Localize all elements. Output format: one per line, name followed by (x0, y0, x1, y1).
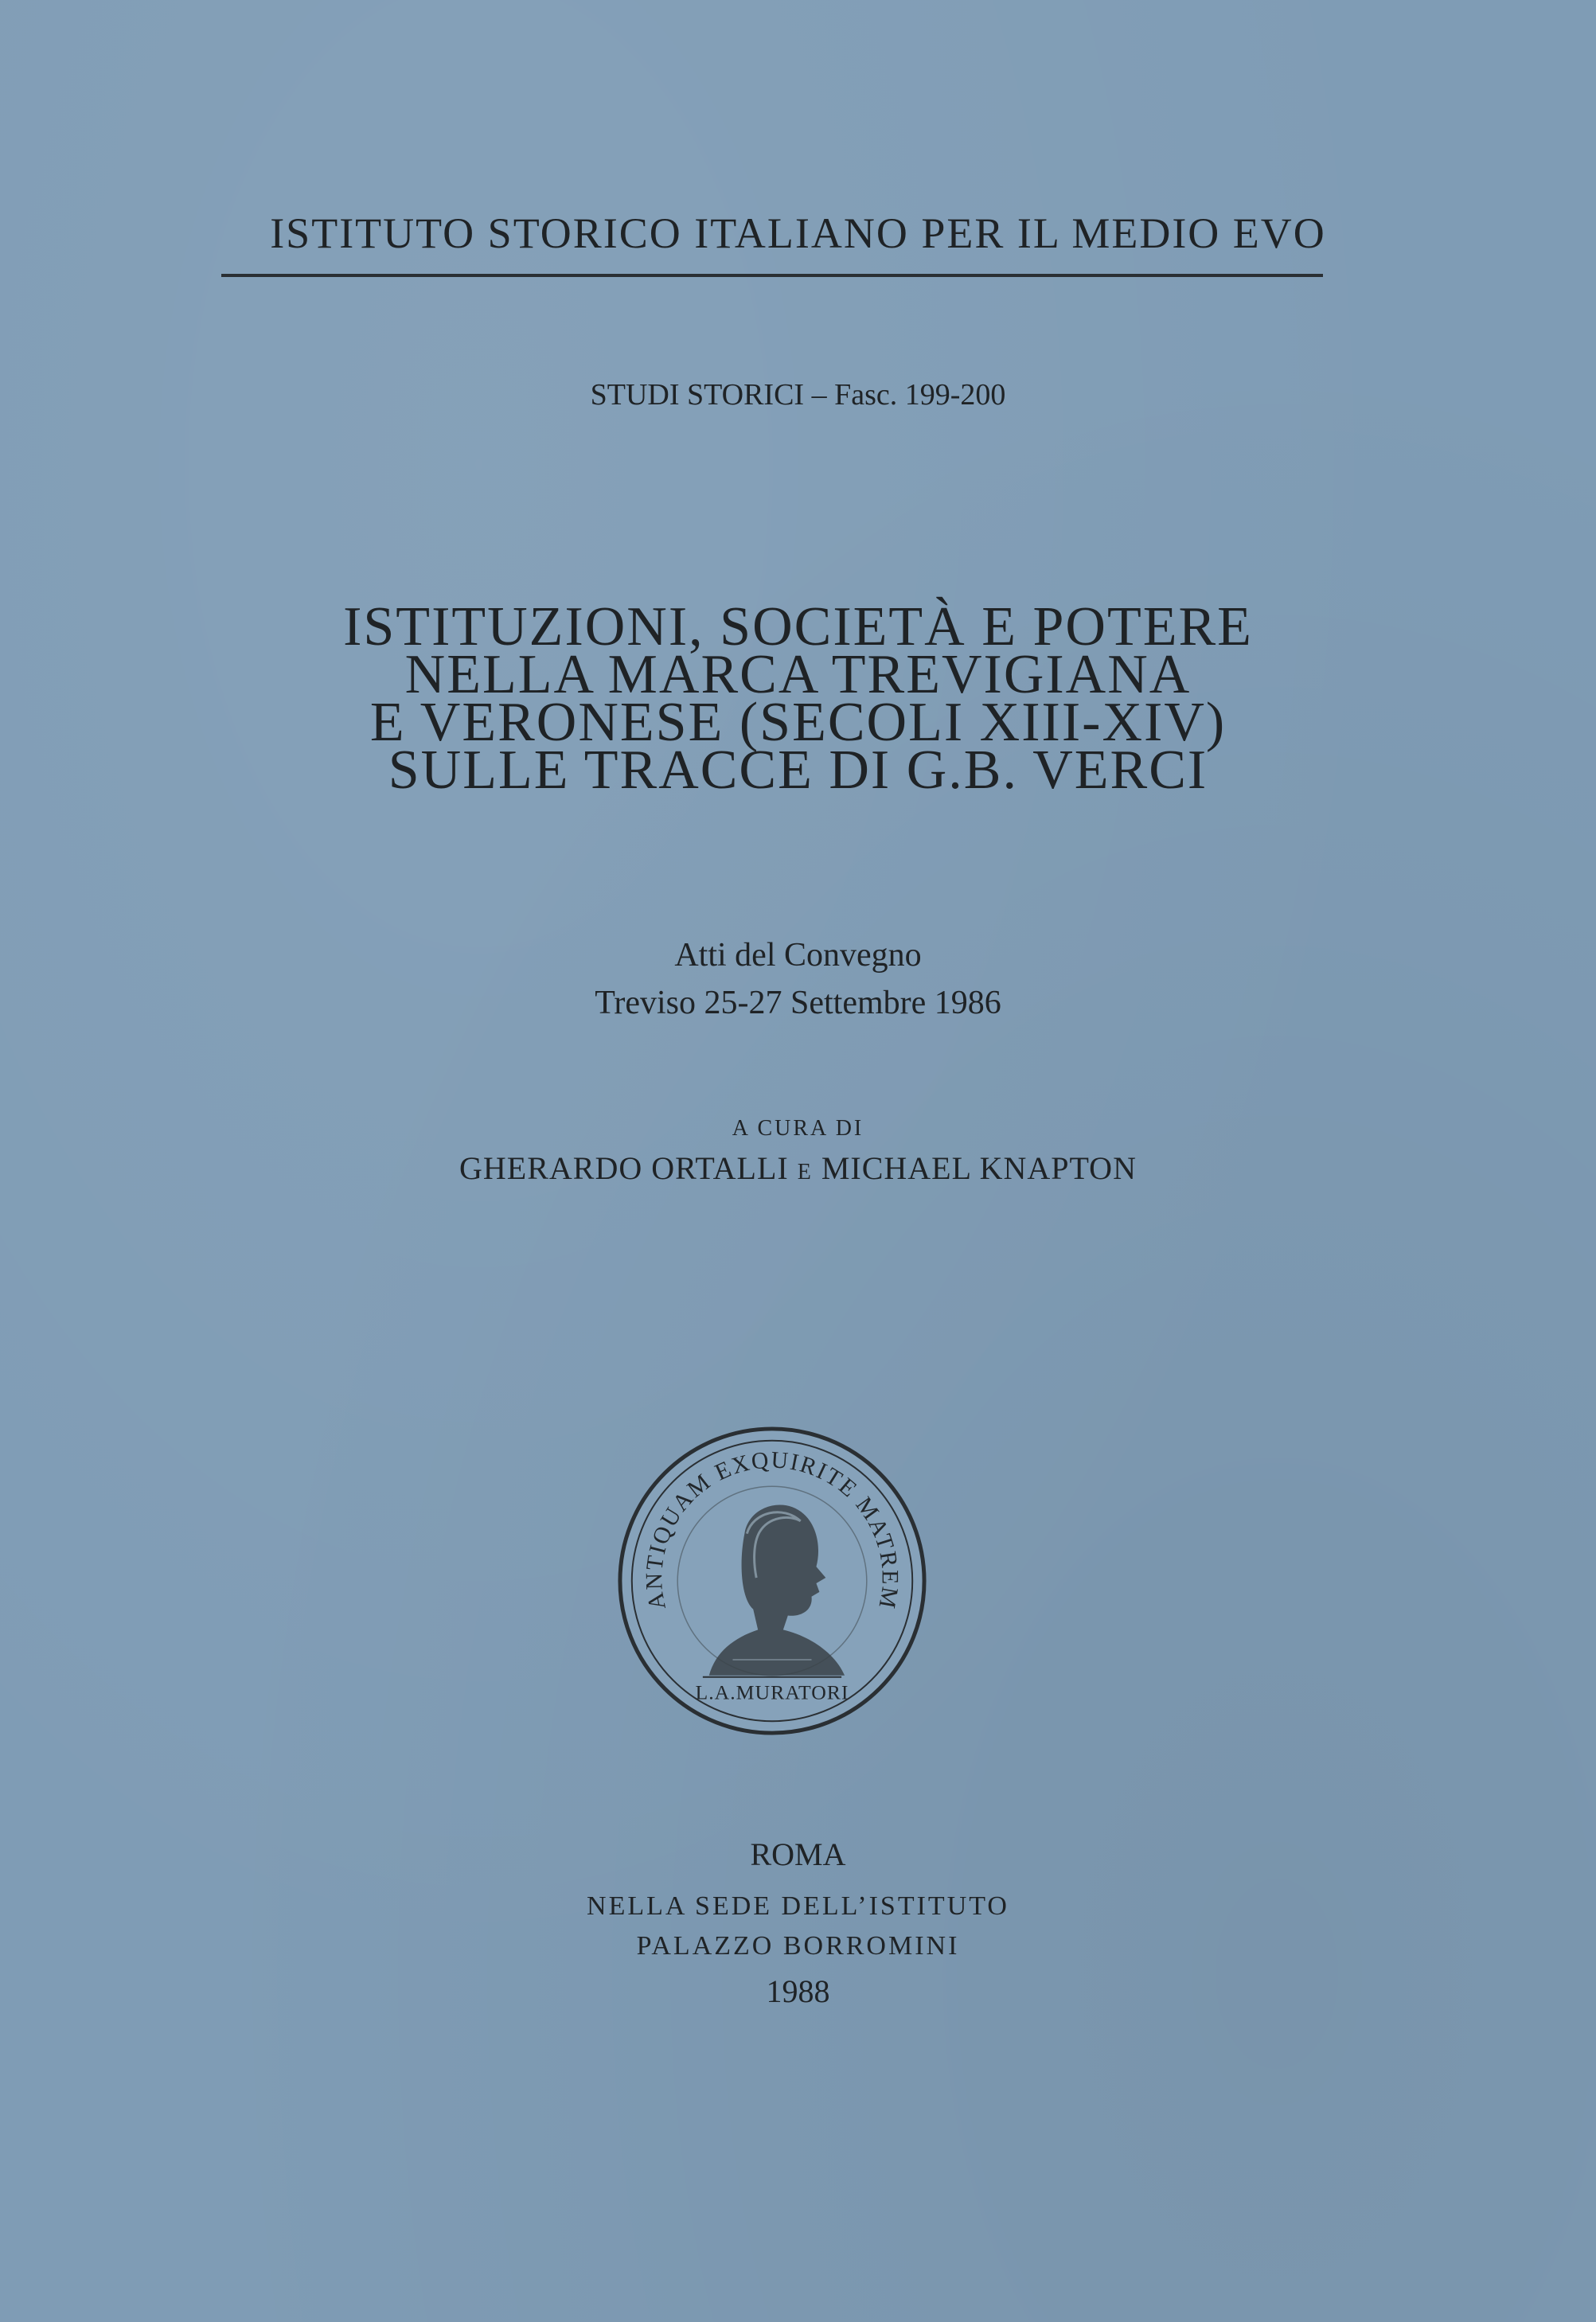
proceedings-label: Atti del Convegno (674, 937, 922, 974)
medal-motto: ANTIQUAM EXQUIRITE MATREM (642, 1447, 903, 1613)
title-line-4: SULLE TRACCE DI G.B. VERCI (388, 740, 1208, 801)
conference-place-date: Treviso 25-27 Settembre 1986 (595, 985, 1001, 1021)
institute-name: ISTITUTO STORICO ITALIANO PER IL MEDIO EVO (270, 209, 1326, 257)
title-line-3: E VERONESE (SECOLI XIII-XIV) (369, 692, 1227, 753)
publisher-palace: PALAZZO BORROMINI (636, 1931, 960, 1961)
header-divider (221, 274, 1323, 277)
title-line-1: ISTITUZIONI, SOCIETÀ E POTERE (343, 596, 1253, 658)
book-title (0, 596, 1596, 801)
muratori-medallion-icon (615, 1423, 930, 1739)
title-line-2: NELLA MARCA TREVIGIANA (404, 644, 1192, 705)
editor-name-second: MICHAEL KNAPTON (821, 1150, 1137, 1186)
editors-names (0, 1149, 1596, 1187)
series-label: STUDI STORICI – Fasc. 199-200 (590, 378, 1006, 412)
publisher-city: ROMA (750, 1836, 846, 1872)
editor-name-first: GHERARDO ORTALLI (459, 1150, 789, 1186)
edited-by-label: A CURA DI (732, 1116, 864, 1141)
publication-year: 1988 (766, 1973, 830, 2009)
editors-joiner: E (797, 1160, 813, 1184)
publisher-seat: NELLA SEDE DELL’ISTITUTO (587, 1891, 1009, 1921)
medal-name: L.A.MURATORI (695, 1680, 849, 1704)
